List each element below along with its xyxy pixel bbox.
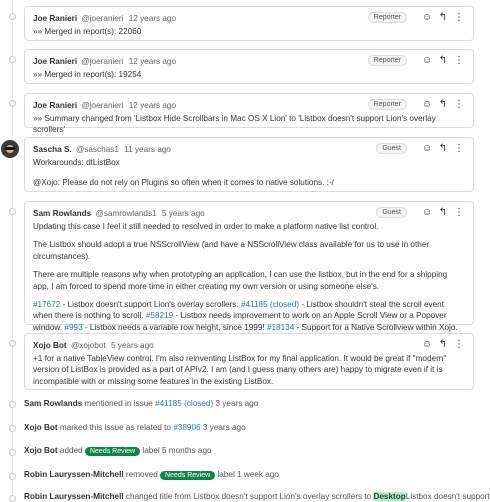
note-body (33, 26, 465, 44)
event-time: 3 years ago (200, 423, 246, 432)
note-handle[interactable]: @saschas1 (75, 145, 119, 154)
note-body (33, 221, 465, 340)
event-author[interactable]: Xojo Bot (24, 423, 58, 432)
needs-review-label[interactable]: Needs Review (85, 447, 140, 456)
timeline-bullet (9, 13, 16, 20)
note-time[interactable]: 12 years ago (128, 57, 177, 66)
event-author[interactable]: Robin Lauryssen-Mitchell (24, 492, 124, 501)
title-diff-highlight: Desktop (373, 492, 406, 501)
note-time[interactable]: 12 years ago (128, 101, 177, 110)
note-text: »» Merged in report(s): 22060 (33, 27, 142, 36)
ref-text: - Listbox needs improvement to work on an Apple Scroll View or a Popover window. (33, 311, 447, 332)
reply-icon[interactable]: ↰ (438, 99, 448, 110)
ref-text: - Listbox needs a variable row height, since 1999! (82, 322, 267, 332)
event-text: to (362, 492, 374, 501)
event-text: removed (123, 470, 161, 479)
avatar-glasses (5, 147, 15, 150)
issue-link[interactable]: #17672 (33, 300, 61, 310)
kebab-menu-icon[interactable]: ⋮ (454, 55, 464, 66)
event-text: changed title from (123, 492, 194, 501)
event-text: mentioned in issue (82, 399, 156, 408)
note-author[interactable]: Joe Ranieri (33, 14, 78, 23)
note-card (24, 333, 474, 390)
smiley-icon[interactable]: ☺ (421, 339, 433, 350)
note-author[interactable]: Xojo Bot (33, 341, 67, 350)
old-title: Listbox doesn't support Lion's overlay scrollers (193, 492, 363, 501)
role-badge: Reporter (368, 99, 407, 110)
issue-link[interactable]: #41185 (closed) (240, 300, 300, 310)
note-card (24, 6, 474, 41)
timeline-bullet (9, 100, 16, 107)
smiley-icon[interactable]: ☺ (421, 99, 433, 110)
note-author[interactable]: Sascha S. (33, 145, 72, 154)
reply-icon[interactable]: ↰ (438, 143, 448, 154)
system-note (24, 492, 490, 501)
note-text: @Xojo: Please do not rely on Plugins so often when it comes to native solutions. :-/ (33, 178, 334, 188)
role-badge: Reporter (368, 55, 407, 66)
system-note (24, 470, 279, 480)
event-author[interactable]: Robin Lauryssen-Mitchell (24, 470, 124, 479)
note-card (24, 201, 474, 332)
issue-link[interactable]: #18134 (266, 322, 295, 332)
system-note (24, 446, 212, 456)
note-time[interactable]: 12 years ago (128, 14, 177, 23)
note-handle[interactable]: @xojobot (70, 341, 106, 350)
issue-link[interactable]: #993 (64, 322, 83, 332)
note-card (24, 137, 474, 192)
avatar[interactable] (1, 140, 19, 158)
note-body (33, 353, 465, 394)
ref-text: - Listbox doesn't support Lion's overlay scrollers. (60, 300, 241, 310)
note-text: »» Summary changed from 'Listbox Hide Scrollbars in Mac OS X Lion' to 'Listbox doesn't support Lion's overlay scrollers' (33, 114, 436, 135)
needs-review-label[interactable]: Needs Review (160, 471, 215, 480)
note-header (33, 209, 465, 221)
note-refs (33, 299, 465, 333)
note-text: Workarounds: dtListBox (33, 158, 120, 167)
kebab-menu-icon[interactable]: ⋮ (454, 207, 464, 218)
note-handle[interactable]: @samrowlands1 (95, 209, 157, 218)
note-text: There are multiple reasons why when prototyping an application, I can use the listbox, but in the end for a shipping app, I am forced to spend more time in either creating my own version or using someone else's. (33, 270, 448, 291)
timeline-bullet (9, 473, 16, 480)
timeline-bullet (9, 425, 16, 432)
new-title: Listbox doesn't support (405, 492, 490, 501)
kebab-menu-icon[interactable]: ⋮ (454, 12, 464, 23)
event-time: label 1 week ago (215, 470, 279, 479)
note-header (33, 101, 465, 113)
timeline-bullet (9, 401, 16, 408)
ref-text: - Listbox shouldn't steal the scroll event when there is nothing to scroll. (33, 300, 444, 321)
note-text: Updating this case I feel it still needed to resolved in order to make a platform native list control. (33, 222, 379, 231)
role-badge: Guest (376, 207, 407, 218)
note-author[interactable]: Joe Ranieri (33, 57, 78, 66)
issue-link[interactable]: #38906 (173, 423, 201, 432)
system-note (24, 423, 246, 432)
reply-icon[interactable]: ↰ (438, 55, 448, 66)
note-handle[interactable]: @joeranieri (81, 14, 124, 23)
smiley-icon[interactable]: ☺ (421, 55, 433, 66)
kebab-menu-icon[interactable]: ⋮ (454, 99, 464, 110)
note-card (24, 93, 474, 135)
note-time[interactable]: 11 years ago (124, 145, 171, 154)
note-handle[interactable]: @joeranieri (81, 101, 124, 110)
note-author[interactable]: Sam Rowlands (33, 209, 92, 218)
kebab-menu-icon[interactable]: ⋮ (454, 339, 464, 350)
smiley-icon[interactable]: ☺ (421, 12, 433, 23)
note-body (33, 69, 465, 87)
note-time[interactable]: 5 years ago (110, 341, 154, 350)
event-text: marked this issue as related to (57, 423, 174, 432)
note-header (33, 145, 465, 157)
smiley-icon[interactable]: ☺ (421, 207, 433, 218)
issue-link[interactable]: #58219 (145, 311, 174, 321)
event-time: 3 years ago (213, 399, 259, 408)
kebab-menu-icon[interactable]: ⋮ (454, 143, 464, 154)
reply-icon[interactable]: ↰ (438, 12, 448, 23)
reply-icon[interactable]: ↰ (438, 339, 448, 350)
event-time: label 5 months ago (140, 446, 212, 455)
note-time[interactable]: 5 years ago (161, 209, 205, 218)
event-author[interactable]: Xojo Bot (24, 446, 58, 455)
note-handle[interactable]: @joeranieri (81, 57, 124, 66)
role-badge: Guest (376, 143, 407, 154)
timeline-bullet (9, 56, 16, 63)
note-body (33, 157, 465, 196)
timeline-bullet (9, 340, 16, 347)
note-text: +1 for a native TableView control. I'm also reinventing ListBox for my final application. It would be great if "modern" version of ListBox is provided as a part of APIv2. I am (and I guess many others are) happy to migrate even if it is incompatible with or missing some features in the existing ListBox. (33, 354, 447, 386)
note-card (24, 49, 474, 84)
timeline-bullet (9, 449, 16, 456)
ref-text: - Support for a Native Scrollview within Xojo. (294, 322, 458, 332)
event-text: added (57, 446, 85, 455)
role-badge: Reporter (368, 12, 407, 23)
event-author[interactable]: Sam Rowlands (24, 399, 83, 408)
note-header (33, 14, 465, 26)
system-note (24, 399, 258, 408)
note-text: The Listbox should adopt a true NSScrollView (and have a NSScrollView class available for us to use in other circumstances). (33, 240, 430, 261)
timeline-bullet (9, 495, 16, 502)
smiley-icon[interactable]: ☺ (421, 143, 433, 154)
note-header (33, 57, 465, 69)
timeline-bullet (9, 208, 16, 215)
note-header (33, 341, 465, 353)
issue-link[interactable]: #41185 (closed) (155, 399, 214, 408)
reply-icon[interactable]: ↰ (438, 207, 448, 218)
note-text: »» Merged in report(s): 19254 (33, 70, 142, 79)
note-author[interactable]: Joe Ranieri (33, 101, 78, 110)
